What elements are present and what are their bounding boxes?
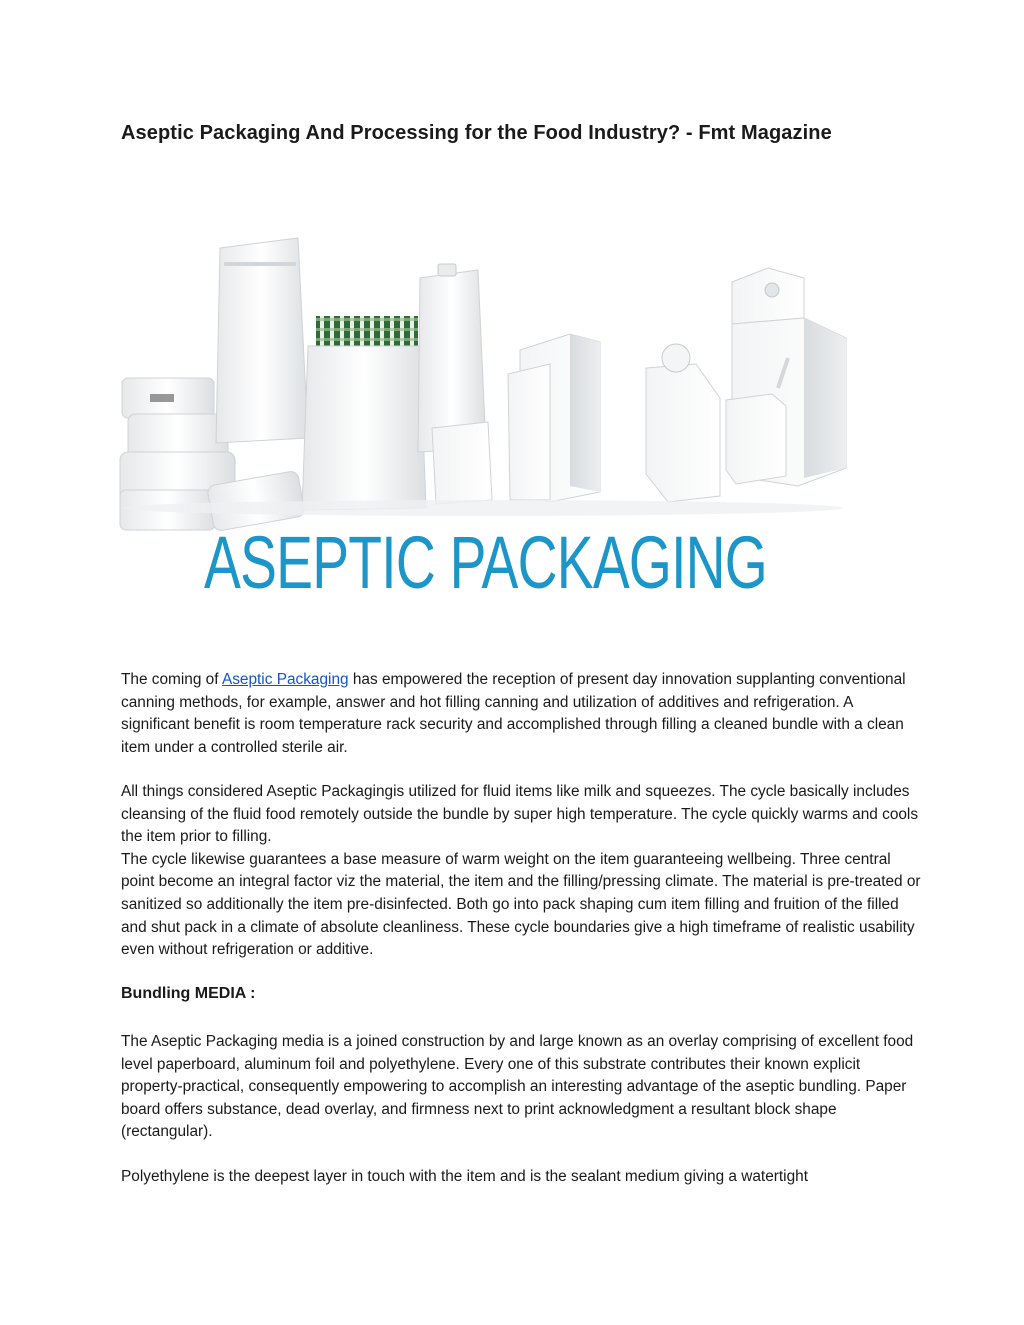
hero-caption-text: ASEPTIC PACKAGING — [204, 521, 767, 604]
aseptic-packaging-link[interactable]: Aseptic Packaging — [221, 671, 349, 688]
prism-carton — [646, 344, 720, 502]
hero-image-aseptic-packaging — [120, 238, 846, 610]
packaging-illustration — [120, 238, 846, 610]
intro-after-link: has empowered the reception of present day innovation supplanting conventional canning methods, for example, answer and hot filling canning and utilization of additives and refrigeration. A significant benefit is room temperature rack security and accomplished through filling a cleaned bundle with a clean item under a controlled sterile air. — [121, 671, 906, 756]
process-line-2: The cycle likewise guarantees a base measure of warm weight on the item guaranteeing wellbeing. Three central point become an integral factor viz the material, the item and the filling/pressing climate. The material is pre-treated or sanitized so additionally the item pre-disinfected. Both go into pack shaping cum item filling and fruition of the filled and shut pack in a climate of absolute cleanliness. These cycle boundaries give a high timeframe of realistic usability even without refrigeration or additive. — [121, 850, 921, 959]
page-title: Aseptic Packaging And Processing for the Food Industry? - Fmt Magazine — [121, 122, 832, 144]
paragraph-process — [121, 781, 921, 962]
process-line-1: All things considered Aseptic Packagingis utilized for fluid items like milk and squeezes. The cycle basically includes cleansing of the fluid food remotely outside the bundle by super high temperature. The cycle quickly warms and cools the item prior to filling. — [121, 783, 919, 846]
section-heading-bundling-media: Bundling MEDIA : — [121, 985, 256, 1002]
stand-up-pouch — [216, 238, 308, 443]
paragraph-polyethylene: Polyethylene is the deepest layer in touch with the item and is the sealant medium giving a watertight — [121, 1168, 808, 1185]
paragraph-media: The Aseptic Packaging media is a joined construction by and large known as an overlay comprising of excellent food level paperboard, aluminum foil and polyethylene. Every one of this substrate contributes their known explicit property-practical, consequently empowering to accomplish an interesting advantage of the aseptic bundling. Paper board offers substance, dead overlay, and firmness next to print acknowledgment a resultant block shape (rectangular). — [121, 1033, 914, 1141]
paragraph-intro — [121, 669, 921, 759]
plaid-top-bag — [302, 316, 426, 510]
intro-before-link: The coming of — [121, 671, 222, 688]
